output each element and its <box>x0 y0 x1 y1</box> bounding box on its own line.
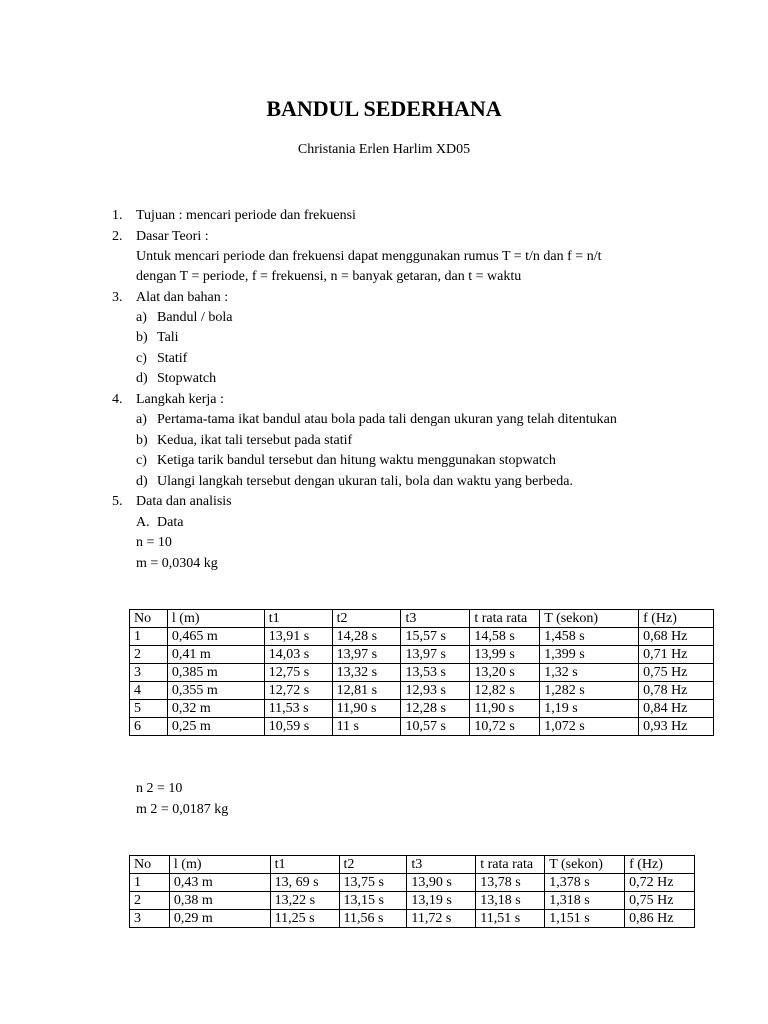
table-cell: 0,29 m <box>169 910 270 928</box>
table-header-cell: f (Hz) <box>625 856 695 874</box>
item-letter: a) <box>136 310 147 325</box>
section-number: 1. <box>112 208 123 223</box>
table-header-row <box>130 856 695 874</box>
table-cell: 1,32 s <box>540 664 639 682</box>
table-cell: 13,22 s <box>270 892 339 910</box>
table-cell: 0,75 Hz <box>625 892 695 910</box>
table-cell: 14,03 s <box>264 646 332 664</box>
item-letter: a) <box>136 412 147 427</box>
data-table-2 <box>129 855 695 928</box>
table-cell: 0,84 Hz <box>639 700 714 718</box>
table-cell: 1,282 s <box>540 682 639 700</box>
table-cell: 0,71 Hz <box>639 646 714 664</box>
table-cell: 13,15 s <box>339 892 407 910</box>
item-letter: d) <box>136 371 148 386</box>
table-cell: 0,75 Hz <box>639 664 714 682</box>
table-cell: 6 <box>130 718 168 736</box>
table-cell: 0,72 Hz <box>625 874 695 892</box>
item-letter: b) <box>136 330 148 345</box>
section-text: Dasar Teori : <box>136 229 209 244</box>
table-row <box>130 682 714 700</box>
table-cell: 2 <box>130 892 170 910</box>
item-text: Kedua, ikat tali tersebut pada statif <box>157 433 353 448</box>
item-letter: b) <box>136 433 148 448</box>
table-cell: 11,56 s <box>339 910 407 928</box>
table-row <box>130 664 714 682</box>
section-text: Data dan analisis <box>136 494 232 509</box>
table-cell: 10,72 s <box>470 718 540 736</box>
table-cell: 15,57 s <box>401 628 470 646</box>
table-cell: 13,91 s <box>264 628 332 646</box>
table-cell: 11,72 s <box>407 910 476 928</box>
table-header-cell: t rata rata <box>476 856 545 874</box>
table-cell: 0,465 m <box>167 628 264 646</box>
table-cell: 1,151 s <box>545 910 625 928</box>
table-cell: 3 <box>130 910 170 928</box>
table-cell: 1,318 s <box>545 892 625 910</box>
table-row <box>130 874 695 892</box>
table-header-cell: t2 <box>332 610 401 628</box>
table-cell: 13,97 s <box>401 646 470 664</box>
table-cell: 13,78 s <box>476 874 545 892</box>
table-cell: 0,25 m <box>167 718 264 736</box>
table-row <box>130 910 695 928</box>
table-header-cell: t1 <box>264 610 332 628</box>
table-row <box>130 628 714 646</box>
table-cell: 13,18 s <box>476 892 545 910</box>
table-cell: 2 <box>130 646 168 664</box>
table-header-cell: T (sekon) <box>545 856 625 874</box>
item-text: Ketiga tarik bandul tersebut dan hitung waktu menggunakan stopwatch <box>157 453 556 468</box>
table-cell: 11,25 s <box>270 910 339 928</box>
table-cell: 11,90 s <box>470 700 540 718</box>
table-cell: 0,385 m <box>167 664 264 682</box>
table-row <box>130 718 714 736</box>
table-cell: 5 <box>130 700 168 718</box>
table-cell: 12,93 s <box>401 682 470 700</box>
m2-value: m 2 = 0,0187 kg <box>136 802 229 817</box>
data-table-1 <box>129 609 714 736</box>
item-letter: c) <box>136 351 147 366</box>
table-cell: 13,53 s <box>401 664 470 682</box>
table-header-cell: l (m) <box>167 610 264 628</box>
table-cell: 13, 69 s <box>270 874 339 892</box>
table-row <box>130 646 714 664</box>
table-cell: 1,072 s <box>540 718 639 736</box>
table-header-cell: f (Hz) <box>639 610 714 628</box>
table-cell: 0,43 m <box>169 874 270 892</box>
section-text: Langkah kerja : <box>136 392 224 407</box>
table-cell: 1,19 s <box>540 700 639 718</box>
table-cell: 11,51 s <box>476 910 545 928</box>
table-cell: 10,57 s <box>401 718 470 736</box>
table-cell: 3 <box>130 664 168 682</box>
item-letter: A. <box>136 515 150 530</box>
table-cell: 12,72 s <box>264 682 332 700</box>
table-cell: 1 <box>130 628 168 646</box>
table-cell: 0,355 m <box>167 682 264 700</box>
section-number: 2. <box>112 229 123 244</box>
section-number: 3. <box>112 290 123 305</box>
section-number: 5. <box>112 494 123 509</box>
table-cell: 12,82 s <box>470 682 540 700</box>
table-cell: 11,90 s <box>332 700 401 718</box>
table-cell: 12,28 s <box>401 700 470 718</box>
n2-value: n 2 = 10 <box>136 781 183 796</box>
table-header-cell: t3 <box>407 856 476 874</box>
section-text: Tujuan : mencari periode dan frekuensi <box>136 208 356 223</box>
table-cell: 0,38 m <box>169 892 270 910</box>
table-cell: 12,75 s <box>264 664 332 682</box>
table-cell: 13,19 s <box>407 892 476 910</box>
m-value: m = 0,0304 kg <box>136 556 218 571</box>
item-text: Tali <box>157 330 179 345</box>
table-cell: 0,32 m <box>167 700 264 718</box>
table-header-cell: No <box>130 610 168 628</box>
table-cell: 0,68 Hz <box>639 628 714 646</box>
table-cell: 13,32 s <box>332 664 401 682</box>
item-letter: c) <box>136 453 147 468</box>
theory-line-2: dengan T = periode, f = frekuensi, n = banyak getaran, dan t = waktu <box>136 269 522 284</box>
table-header-cell: t3 <box>401 610 470 628</box>
table-cell: 11,53 s <box>264 700 332 718</box>
n-value: n = 10 <box>136 535 172 550</box>
table-header-cell: T (sekon) <box>540 610 639 628</box>
table-header-cell: t1 <box>270 856 339 874</box>
item-text: Stopwatch <box>157 371 217 386</box>
table-header-cell: l (m) <box>169 856 270 874</box>
table-cell: 4 <box>130 682 168 700</box>
table-cell: 14,58 s <box>470 628 540 646</box>
table-cell: 1,378 s <box>545 874 625 892</box>
item-letter: d) <box>136 474 148 489</box>
table-cell: 14,28 s <box>332 628 401 646</box>
item-text: Data <box>157 515 184 530</box>
table-cell: 0,78 Hz <box>639 682 714 700</box>
table-cell: 13,90 s <box>407 874 476 892</box>
item-text: Statif <box>157 351 188 366</box>
table-row <box>130 892 695 910</box>
table-cell: 1,399 s <box>540 646 639 664</box>
table-header-cell: t2 <box>339 856 407 874</box>
table-cell: 1 <box>130 874 170 892</box>
table-cell: 0,86 Hz <box>625 910 695 928</box>
item-text: Bandul / bola <box>157 310 233 325</box>
table-header-cell: No <box>130 856 170 874</box>
table-cell: 13,75 s <box>339 874 407 892</box>
section-number: 4. <box>112 392 123 407</box>
table-row <box>130 700 714 718</box>
table-cell: 0,93 Hz <box>639 718 714 736</box>
table-cell: 13,99 s <box>470 646 540 664</box>
table-cell: 11 s <box>332 718 401 736</box>
item-text: Pertama-tama ikat bandul atau bola pada tali dengan ukuran yang telah ditentukan <box>157 412 617 427</box>
table-cell: 12,81 s <box>332 682 401 700</box>
theory-line-1: Untuk mencari periode dan frekuensi dapat menggunakan rumus T = t/n dan f = n/t <box>136 249 602 264</box>
table-cell: 13,97 s <box>332 646 401 664</box>
item-text: Ulangi langkah tersebut dengan ukuran tali, bola dan waktu yang berbeda. <box>157 474 573 489</box>
author-line: Christania Erlen Harlim XD05 <box>297 142 471 157</box>
table-cell: 0,41 m <box>167 646 264 664</box>
section-text: Alat dan bahan : <box>136 290 229 305</box>
table-cell: 10,59 s <box>264 718 332 736</box>
table-cell: 1,458 s <box>540 628 639 646</box>
table-header-row <box>130 610 714 628</box>
table-header-cell: t rata rata <box>470 610 540 628</box>
document-title: BANDUL SEDERHANA <box>266 96 502 121</box>
table-cell: 13,20 s <box>470 664 540 682</box>
